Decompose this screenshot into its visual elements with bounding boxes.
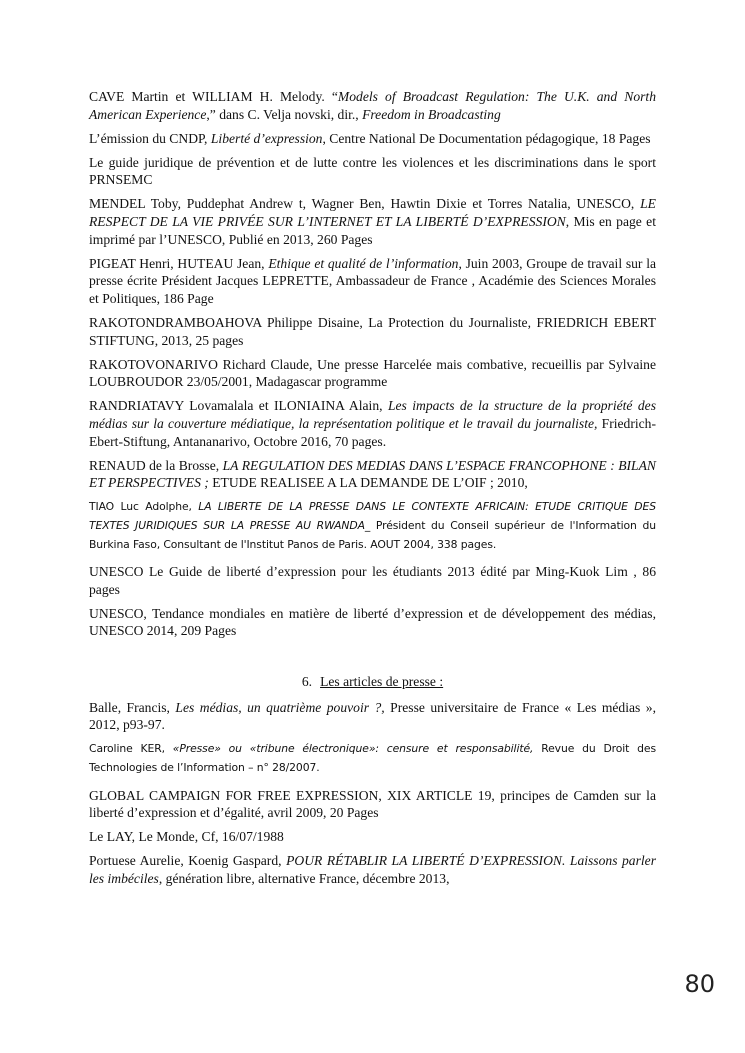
reference-entry [89,397,656,450]
page-number: 80 [684,970,715,998]
reference-title: Freedom in Broadcasting [362,106,501,122]
reference-entry [89,154,656,189]
reference-text: Friedrich-Ebert-Stiftung, Antananarivo, Octobre 2016, 70 pages. [89,416,656,449]
reference-text: , Mis en page et imprimé par l’UNESCO, Publié en 2013, 260 Pages [89,214,656,247]
reference-entry [89,605,656,640]
reference-text: Revue du Droit des Technologies de l’Information – n° 28/2007. [89,742,656,774]
reference-entry [89,195,656,248]
reference-text: RANDRIATAVY Lovamalala et ILONIAINA Alain, [89,398,388,414]
reference-title: Les médias, un quatrième pouvoir ?, [175,699,385,715]
reference-text: ETUDE REALISEE A LA DEMANDE DE L’OIF ; 2010, [208,475,528,491]
reference-text: UNESCO Le Guide de liberté d’expression pour les étudiants 2013 édité par Ming-Kuok Lim , 86 pages [89,564,656,597]
reference-text: , Centre National De Documentation pédagogique, 18 Pages [322,130,651,146]
reference-title: «Presse» ou «tribune électronique»: censure et responsabilité, [172,742,534,756]
reference-text: CAVE Martin et WILLIAM H. Melody. “ [89,89,338,104]
reference-text: , Juin 2003, Groupe de travail sur la presse écrite Président Jacques LEPRETTE, Ambassadeur de France , Académie des Sciences Morales et Politiques, 186 Page [89,255,657,306]
reference-title: LE RESPECT DE LA VIE PRIVÉE SUR L’INTERNET ET LA LIBERTÉ D’EXPRESSION [89,196,656,230]
reference-text: Balle, Francis, [89,699,176,715]
reference-text: , génération libre, alternative France, décembre 2013, [158,870,450,886]
reference-title: Liberté d’expression [210,130,323,146]
reference-entry [89,699,656,734]
section-title: Les articles de presse : [320,674,444,690]
reference-text: UNESCO, Tendance mondiales en matière de liberté d’expression et de développement des médias, UNESCO 2014, 209 Pages [89,605,656,639]
reference-title: Les impacts de la structure de la propriété des médias sur la couverture médiatique, la représentation politique et le travail du journaliste, [89,398,656,431]
press-articles-list [89,699,656,888]
reference-entry [89,88,656,123]
reference-entry [89,314,656,349]
reference-text: RAKOTOVONARIVO Richard Claude, Une presse Harcelée mais combative, recueillis par Sylvaine LOUBROUDOR 23/05/2001, Madagascar programme [89,356,656,390]
reference-entry [89,356,656,391]
reference-text: TIAO Luc Adolphe, [89,500,199,514]
reference-text: _ Président du Conseil supérieur de l'Information du Burkina Faso, Consultant de l'Institut Panos de Paris. AOUT 2004, 338 pages. [89,518,656,551]
reference-entry [89,457,656,492]
reference-entry [89,828,656,846]
references-list [89,88,656,640]
reference-text: PIGEAT Henri, HUTEAU Jean, [89,255,269,271]
reference-entry [89,787,656,822]
reference-text: Le guide juridique de prévention et de lutte contre les violences et les discriminations dans le sport PRNSEMC [89,154,656,188]
reference-text: Caroline KER, [89,742,173,756]
reference-entry [89,498,656,554]
section-heading [89,673,656,691]
reference-entry [89,563,656,598]
reference-text: MENDEL Toby, Puddephat Andrew t, Wagner Ben, Hawtin Dixie et Torres Natalia, UNESCO, [89,196,641,212]
reference-entry [89,740,656,777]
reference-text: ,” dans C. Velja novski, dir., [206,106,363,122]
reference-entry [89,255,656,308]
reference-title: POUR RÉTABLIR LA LIBERTÉ D’EXPRESSION. Laissons parler les imbéciles [89,853,656,886]
reference-title: LA LIBERTE DE LA PRESSE DANS LE CONTEXTE AFRICAIN: ETUDE CRITIQUE DES TEXTES JURIDIQUES SUR LA PRESSE AU RWANDA [89,500,656,532]
reference-entry [89,852,656,887]
reference-title: Models of Broadcast Regulation: The U.K. and North American Experience [89,89,656,122]
reference-text: GLOBAL CAMPAIGN FOR FREE EXPRESSION, XIX ARTICLE 19, principes de Camden sur la liberté d’expression et d’égalité, avril 2009, 20 Pages [89,787,656,821]
reference-title: LA REGULATION DES MEDIAS DANS L’ESPACE FRANCOPHONE : BILAN ET PERSPECTIVES ; [89,457,656,491]
reference-text: RAKOTONDRAMBOAHOVA Philippe Disaine, La Protection du Journaliste, FRIEDRICH EBERT STIFTUNG, 2013, 25 pages [89,315,656,348]
bibliography-page [89,88,656,894]
reference-text: L’émission du CNDP, [89,130,211,146]
reference-title: Ethique et qualité de l’information [268,255,459,271]
section-number: 6. [301,674,313,690]
reference-text: Le LAY, Le Monde, Cf, 16/07/1988 [89,829,284,845]
reference-text: Presse universitaire de France « Les médias », 2012, p93-97. [89,699,656,733]
reference-text: RENAUD de la Brosse, [89,457,223,473]
reference-entry [89,130,656,148]
reference-text: Portuese Aurelie, Koenig Gaspard, [89,853,287,869]
